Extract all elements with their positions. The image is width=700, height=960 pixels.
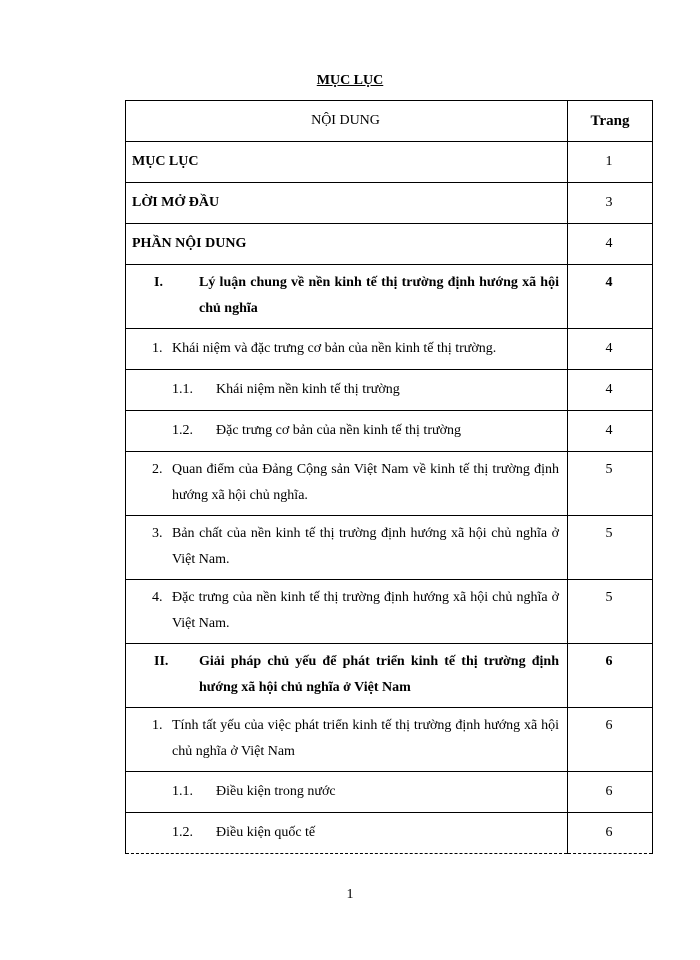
toc-entry-text: Lý luận chung về nền kinh tế thị trường định hướng xã hội chủ nghĩa bbox=[199, 275, 559, 316]
subitem-number: 1.2. bbox=[172, 423, 193, 438]
subitem-number: 1.1. bbox=[172, 784, 193, 799]
section-number: I. bbox=[154, 275, 163, 290]
toc-entry-text: Bản chất của nền kinh tế thị trường định hướng xã hội chủ nghĩa ở Việt Nam. bbox=[172, 526, 559, 567]
table-row bbox=[126, 516, 653, 580]
toc-entry-text: Khái niệm và đặc trưng cơ bản của nền kinh tế thị trường. bbox=[172, 341, 497, 356]
toc-entry-page: 6 bbox=[605, 784, 613, 799]
document-title: MỤC LỤC bbox=[316, 73, 384, 88]
toc-entry-text: Đặc trưng của nền kinh tế thị trường định hướng xã hội chủ nghĩa ở Việt Nam. bbox=[172, 590, 559, 631]
toc-entry-page: 4 bbox=[605, 236, 613, 251]
table-row bbox=[126, 329, 653, 370]
toc-entry-page: 1 bbox=[605, 154, 613, 169]
toc-entry-text: Khái niệm nền kinh tế thị trường bbox=[216, 382, 400, 397]
toc-entry-text: Đặc trưng cơ bản của nền kinh tế thị trường bbox=[216, 423, 461, 438]
toc-entry-text: Giải pháp chủ yếu để phát triển kinh tế thị trường định hướng xã hội chủ nghĩa ở Việt Nam bbox=[199, 654, 559, 695]
toc-entry-text: Quan điểm của Đảng Cộng sản Việt Nam về kinh tế thị trường định hướng xã hội chủ nghĩa. bbox=[172, 462, 559, 503]
subitem-number: 1.1. bbox=[172, 382, 193, 397]
toc-entry-text: Điều kiện trong nước bbox=[216, 784, 336, 799]
toc-entry-page: 3 bbox=[605, 195, 613, 210]
table-row bbox=[126, 224, 653, 265]
table-of-contents bbox=[125, 100, 653, 854]
table-row bbox=[126, 452, 653, 516]
item-number: 3. bbox=[152, 526, 163, 541]
table-row bbox=[126, 644, 653, 708]
item-number: 2. bbox=[152, 462, 163, 477]
toc-entry-page: 4 bbox=[605, 275, 613, 290]
toc-entry-page: 4 bbox=[605, 382, 613, 397]
toc-entry-page: 4 bbox=[605, 341, 613, 356]
toc-entry-text: PHẦN NỘI DUNG bbox=[132, 236, 247, 251]
table-row bbox=[126, 265, 653, 329]
toc-entry-text: Điều kiện quốc tế bbox=[216, 825, 316, 840]
toc-entry-page: 5 bbox=[605, 462, 613, 477]
table-row bbox=[126, 580, 653, 644]
toc-entry-page: 6 bbox=[605, 654, 613, 669]
toc-entry-text: Tính tất yếu của việc phát triển kinh tế thị trường định hướng xã hội chủ nghĩa ở Việt Nam bbox=[172, 718, 559, 759]
toc-entry-page: 5 bbox=[605, 526, 613, 541]
table-row bbox=[126, 411, 653, 452]
item-number: 1. bbox=[152, 718, 163, 733]
table-row bbox=[126, 708, 653, 772]
toc-entry-page: 4 bbox=[605, 423, 613, 438]
table-row bbox=[126, 183, 653, 224]
item-number: 1. bbox=[152, 341, 163, 356]
toc-entry-text: LỜI MỞ ĐẦU bbox=[132, 195, 220, 210]
table-header-row bbox=[126, 101, 653, 142]
toc-entry-page: 5 bbox=[605, 590, 613, 605]
table-row bbox=[126, 772, 653, 813]
page-column-header: Trang bbox=[590, 113, 630, 129]
table-row bbox=[126, 370, 653, 411]
toc-entry-page: 6 bbox=[605, 718, 613, 733]
page-number: 1 bbox=[346, 887, 354, 902]
content-column-header: NỘI DUNG bbox=[311, 113, 380, 128]
table-row bbox=[126, 813, 653, 854]
table-row bbox=[126, 142, 653, 183]
item-number: 4. bbox=[152, 590, 163, 605]
toc-entry-page: 6 bbox=[605, 825, 613, 840]
subitem-number: 1.2. bbox=[172, 825, 193, 840]
toc-entry-text: MỤC LỤC bbox=[132, 154, 199, 169]
section-number: II. bbox=[154, 654, 169, 669]
